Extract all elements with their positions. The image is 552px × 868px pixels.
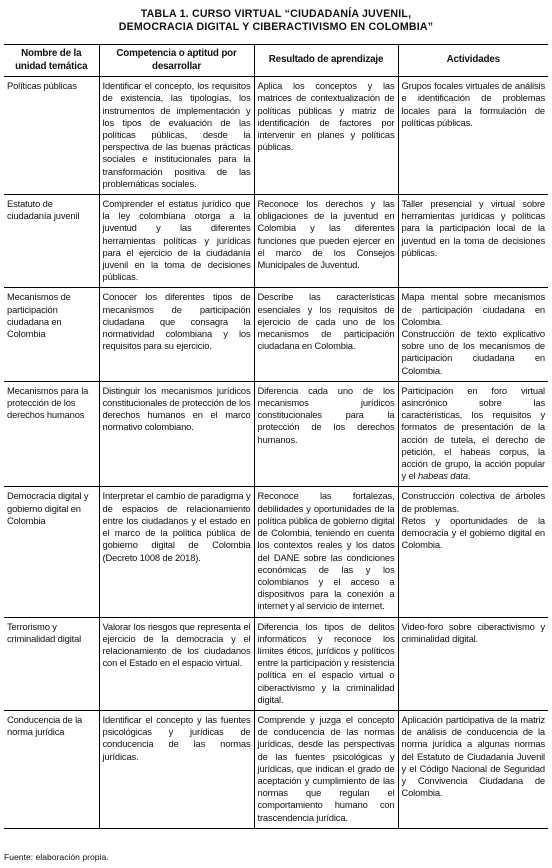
cell-competence: Comprender el estatus jurídico que la ley colombiana otorga a la juventud y las diferentes herramientas políticas y jurídicas para el ejercicio de la ciudadanía juvenil en la toma de decisiones públicas. — [99, 195, 254, 288]
cell-activities: Taller presencial y virtual sobre herramientas jurídicas y políticas para la participación local de la juventud en la toma de decisiones públicas. — [398, 195, 548, 288]
cell-result: Reconoce los derechos y las obligaciones de la juventud en Colombia y las diferentes funciones que pueden ejercer en el marco de los Consejos Municipales de Juventud. — [254, 195, 398, 288]
cell-activities: Video-foro sobre ciberactivismo y criminalidad digital. — [398, 617, 548, 710]
cell-result: Describe las características esenciales y los requisitos de ejercicio de cada uno de los mecanismos de participación ciudadana en Colombia. — [254, 288, 398, 381]
cell-unit: Estatuto de ciudadanía juvenil — [4, 195, 99, 288]
source-note: Fuente: elaboración propia. — [4, 852, 109, 862]
header-unit: Nombre de la unidad temática — [4, 45, 99, 77]
cell-unit: Políticas públicas — [4, 77, 99, 195]
activity-text: Participación en foro virtual asincrónico sobre las características, los requisitos y formatos de presentación de la acción de tutela, el derecho de petición, el habeas corpus, la acción de grupo, la acción popular y el — [401, 384, 545, 482]
cell-competence: Interpretar el cambio de paradigma y de espacios de relacionamiento entre los ciudadanos y el estado en el marco de la política pública de gobierno digital de Colombia (Decreto 1008 de 2018). — [99, 487, 254, 617]
table-row — [4, 487, 548, 617]
cell-competence: Conocer los diferentes tipos de mecanismos de participación ciudadana que consagra la normatividad colombiana y los requisitos para su ejercicio. — [99, 288, 254, 381]
cell-competence: Identificar el concepto, los requisitos de existencia, las tipologías, los instrumentos de implementación y los tipos de evaluación de las políticas públicas, desde la perspectiva de las buenas prácticas sociales e institucionales para la transformación positiva de las problemáticas sociales. — [99, 77, 254, 195]
table-row — [4, 77, 548, 195]
cell-unit: Terrorismo y criminalidad digital — [4, 617, 99, 710]
table-title-line-1: TABLA 1. CURSO VIRTUAL “CIUDADANÍA JUVENIL, — [140, 8, 412, 20]
table-header-row — [4, 45, 548, 77]
header-activities: Actividades — [398, 45, 548, 77]
cell-unit: Conducencia de la norma jurídica — [4, 710, 99, 828]
header-competence: Competencia o aptitud por desarrollar — [99, 45, 254, 77]
cell-competence: Valorar los riesgos que representa el ejercicio de la democracia y el relacionamiento de los ciudadanos con el Estado en el espacio virtual. — [99, 617, 254, 710]
cell-result: Comprende y juzga el concepto de conducencia de las normas jurídicas, desde las perspectivas de las fuentes psicológicas y jurídicas, que indican el grado de aceptación y cumplimiento de las normas que regulan el comportamiento humano con trascendencia jurídica. — [254, 710, 398, 828]
header-result: Resultado de aprendizaje — [254, 45, 398, 77]
activity-item: Retos y oportunidades de la democracia y el gobierno digital en Colombia. — [401, 514, 545, 551]
cell-result: Diferencia cada uno de los mecanismos jurídicos constitucionales para la protección de los derechos humanos. — [254, 381, 398, 487]
cell-unit: Mecanismos para la protección de los derechos humanos — [4, 381, 99, 487]
table-row — [4, 288, 548, 381]
activity-italic-term: habeas data — [417, 470, 468, 482]
table-row — [4, 617, 548, 710]
cell-unit: Democracia digital y gobierno digital en Colombia — [4, 487, 99, 617]
cell-result: Reconoce las fortalezas, debilidades y oportunidades de la política pública de gobierno digital de Colombia, teniendo en cuenta los contextos reales y los datos del DANE sobre las condiciones económicas de las y los colombianos y el acceso a dispositivos para la conexión a internet y al servicio de internet. — [254, 487, 398, 617]
table-title-line-2: DEMOCRACIA DIGITAL Y CIBERACTIVISMO EN COLOMBIA” — [118, 21, 434, 33]
course-table — [4, 44, 548, 829]
activity-text-end: . — [467, 470, 471, 482]
cell-result: Diferencia los tipos de delitos informáticos y reconoce los límites éticos, jurídicos y políticos entre la participación y resistencia política en el espacio virtual o ciberactivismo y la criminalidad digital. — [254, 617, 398, 710]
table-title — [0, 0, 552, 38]
activity-item: Construcción colectiva de árboles de problemas. — [401, 490, 545, 514]
activity-item: Construcción de texto explicativo sobre uno de los mecanismos de participación ciudadana en Colombia. — [401, 328, 545, 376]
cell-unit: Mecanismos de participación ciudadana en Colombia — [4, 288, 99, 381]
cell-activities — [398, 381, 548, 487]
table-row — [4, 381, 548, 487]
cell-result: Aplica los conceptos y las matrices de contextualización de políticas públicas y matriz de identificación de factores por intervenir en planes y políticas públicas. — [254, 77, 398, 195]
cell-competence: Identificar el concepto y las fuentes psicológicas y jurídicas de conducencia de las normas jurídicas. — [99, 710, 254, 828]
cell-competence: Distinguir los mecanismos jurídicos constitucionales de protección de los derechos humanos en el marco normativo colombiano. — [99, 381, 254, 487]
table-row — [4, 195, 548, 288]
cell-activities — [398, 288, 548, 381]
cell-activities: Aplicación participativa de la matriz de análisis de conducencia de la norma jurídica a algunas normas del Estatuto de Ciudadanía Juvenil y el Código Nacional de Seguridad y Convivencia Ciudadana de Colombia. — [398, 710, 548, 828]
activity-item: Mapa mental sobre mecanismos de participación ciudadana en Colombia. — [401, 291, 545, 327]
cell-activities: Grupos focales virtuales de análisis e identificación de problemas locales para la formulación de políticas públicas. — [398, 77, 548, 195]
cell-activities — [398, 487, 548, 617]
table-row — [4, 710, 548, 828]
